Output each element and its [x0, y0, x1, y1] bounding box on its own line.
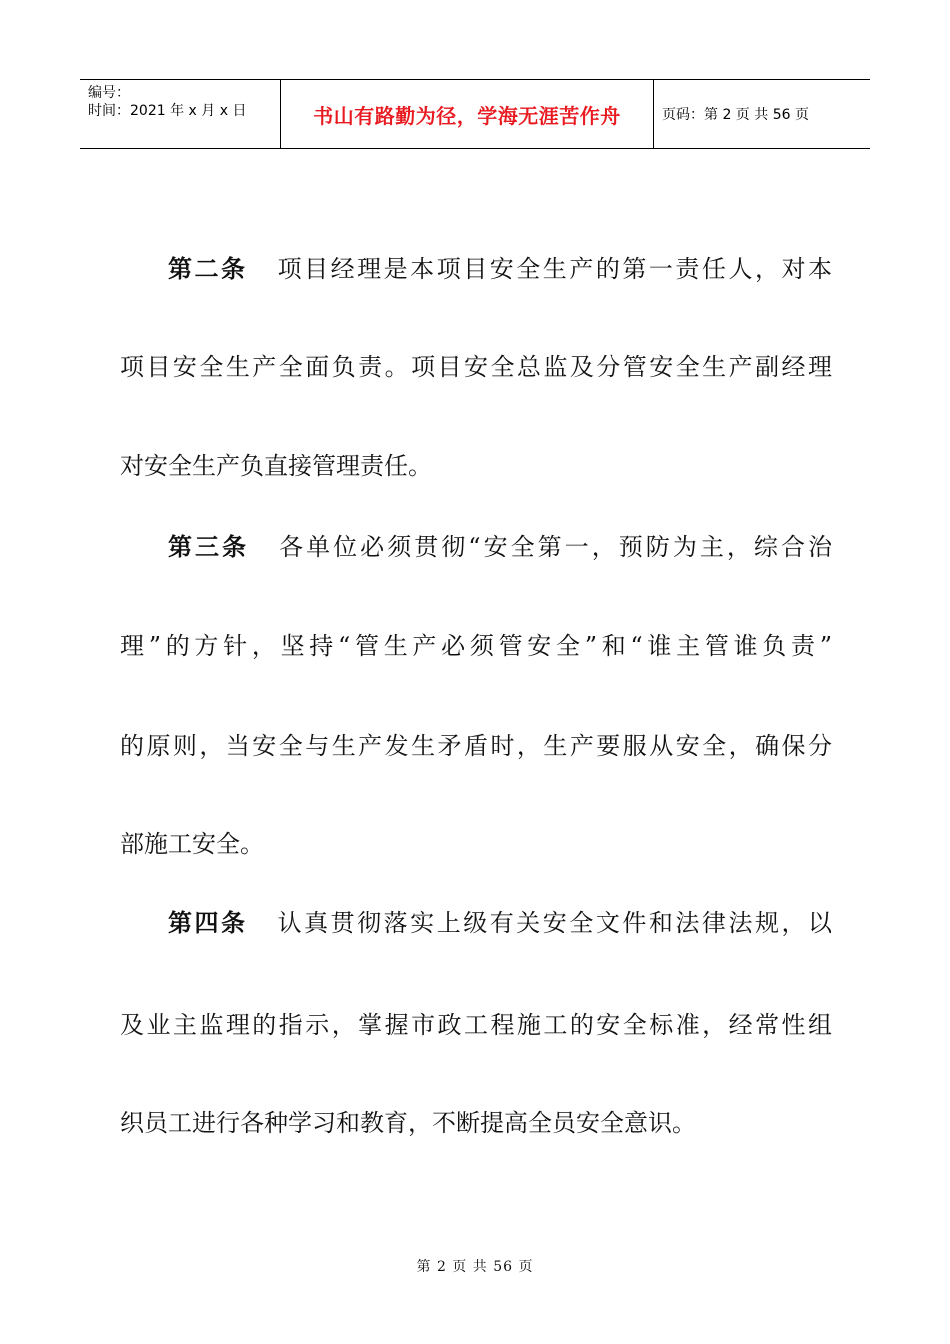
- article-text: 项目经理是本项目安全生产的第一责任人，对本: [277, 255, 833, 283]
- article-line: 对安全生产负直接管理责任。: [120, 452, 432, 480]
- article-line: 织员工进行各种学习和教育，不断提高全员安全意识。: [120, 1109, 696, 1137]
- article-line: 理”的方针，坚持“管生产必须管安全”和“谁主管谁负责”: [120, 632, 832, 660]
- article-line: 及业主监理的指示，掌握市政工程施工的安全标准，经常性组: [120, 1011, 832, 1039]
- article-heading: 第二条: [168, 255, 248, 283]
- article-heading: 第三条: [168, 533, 250, 561]
- article-first-line: [120, 254, 832, 284]
- header-meta: [80, 80, 281, 148]
- date-label: 时间：2021 年 x 月 x 日: [88, 103, 247, 119]
- header-page-info: 页码：第 2 页 共 56 页: [662, 107, 809, 123]
- header-motto: 书山有路勤为径，学海无涯苦作舟: [313, 103, 621, 128]
- serial-number-label: 编号：: [88, 85, 130, 101]
- article-first-line: [120, 532, 832, 562]
- article-text: 认真贯彻落实上级有关安全文件和法律法规，以: [277, 909, 833, 937]
- article-line: 的原则，当安全与生产发生矛盾时，生产要服从安全，确保分: [120, 732, 832, 760]
- page-header: [80, 79, 870, 149]
- page-footer: 第 2 页 共 56 页: [416, 1259, 534, 1275]
- article-line: 项目安全生产全面负责。项目安全总监及分管安全生产副经理: [120, 353, 832, 381]
- article-line: 部施工安全。: [120, 830, 264, 858]
- header-page-info-cell: [654, 80, 870, 148]
- article-heading: 第四条: [168, 909, 248, 937]
- article-first-line: [120, 908, 832, 938]
- header-motto-cell: [281, 80, 654, 148]
- article-text: 各单位必须贯彻“安全第一，预防为主，综合治: [279, 533, 832, 561]
